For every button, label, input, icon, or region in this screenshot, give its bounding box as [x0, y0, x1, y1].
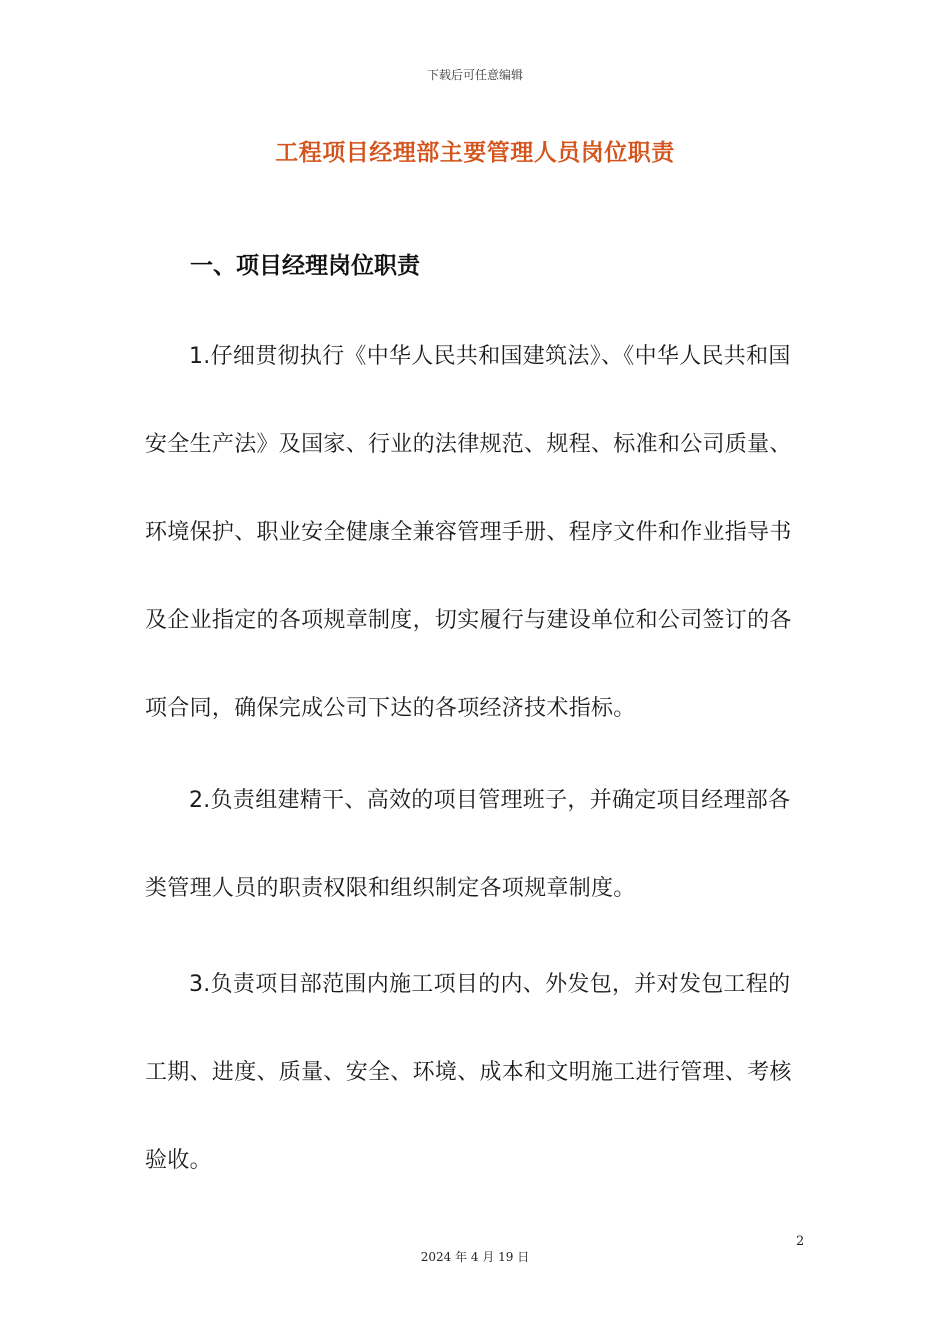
page-number: 2 [796, 1234, 805, 1249]
paragraph-1: 1.仔细贯彻执行《中华人民共和国建筑法》、《中华人民共和国安全生产法》及国家、行业的法律规范、规程、标准和公司质量、环境保护、职业安全健康全兼容管理手册、程序文件和作业指导书及企业指定的各项规章制度，切实履行与建设单位和公司签订的各项合同，确保完成公司下达的各项经济技术指标。 [145, 344, 792, 721]
footer-date: 2024 年 4 月 19 日 [420, 1250, 530, 1264]
document-title: 工程项目经理部主要管理人员岗位职责 [275, 140, 675, 166]
paragraph-3: 3.负责项目部范围内施工项目的内、外发包，并对发包工程的工期、进度、质量、安全、环境、成本和文明施工进行管理、考核验收。 [145, 972, 792, 1173]
header-note: 下载后可任意编辑 [426, 68, 523, 82]
section-heading: 一、项目经理岗位职责 [190, 253, 420, 279]
paragraph-2: 2.负责组建精干、高效的项目管理班子，并确定项目经理部各类管理人员的职责权限和组织制定各项规章制度。 [145, 788, 791, 901]
